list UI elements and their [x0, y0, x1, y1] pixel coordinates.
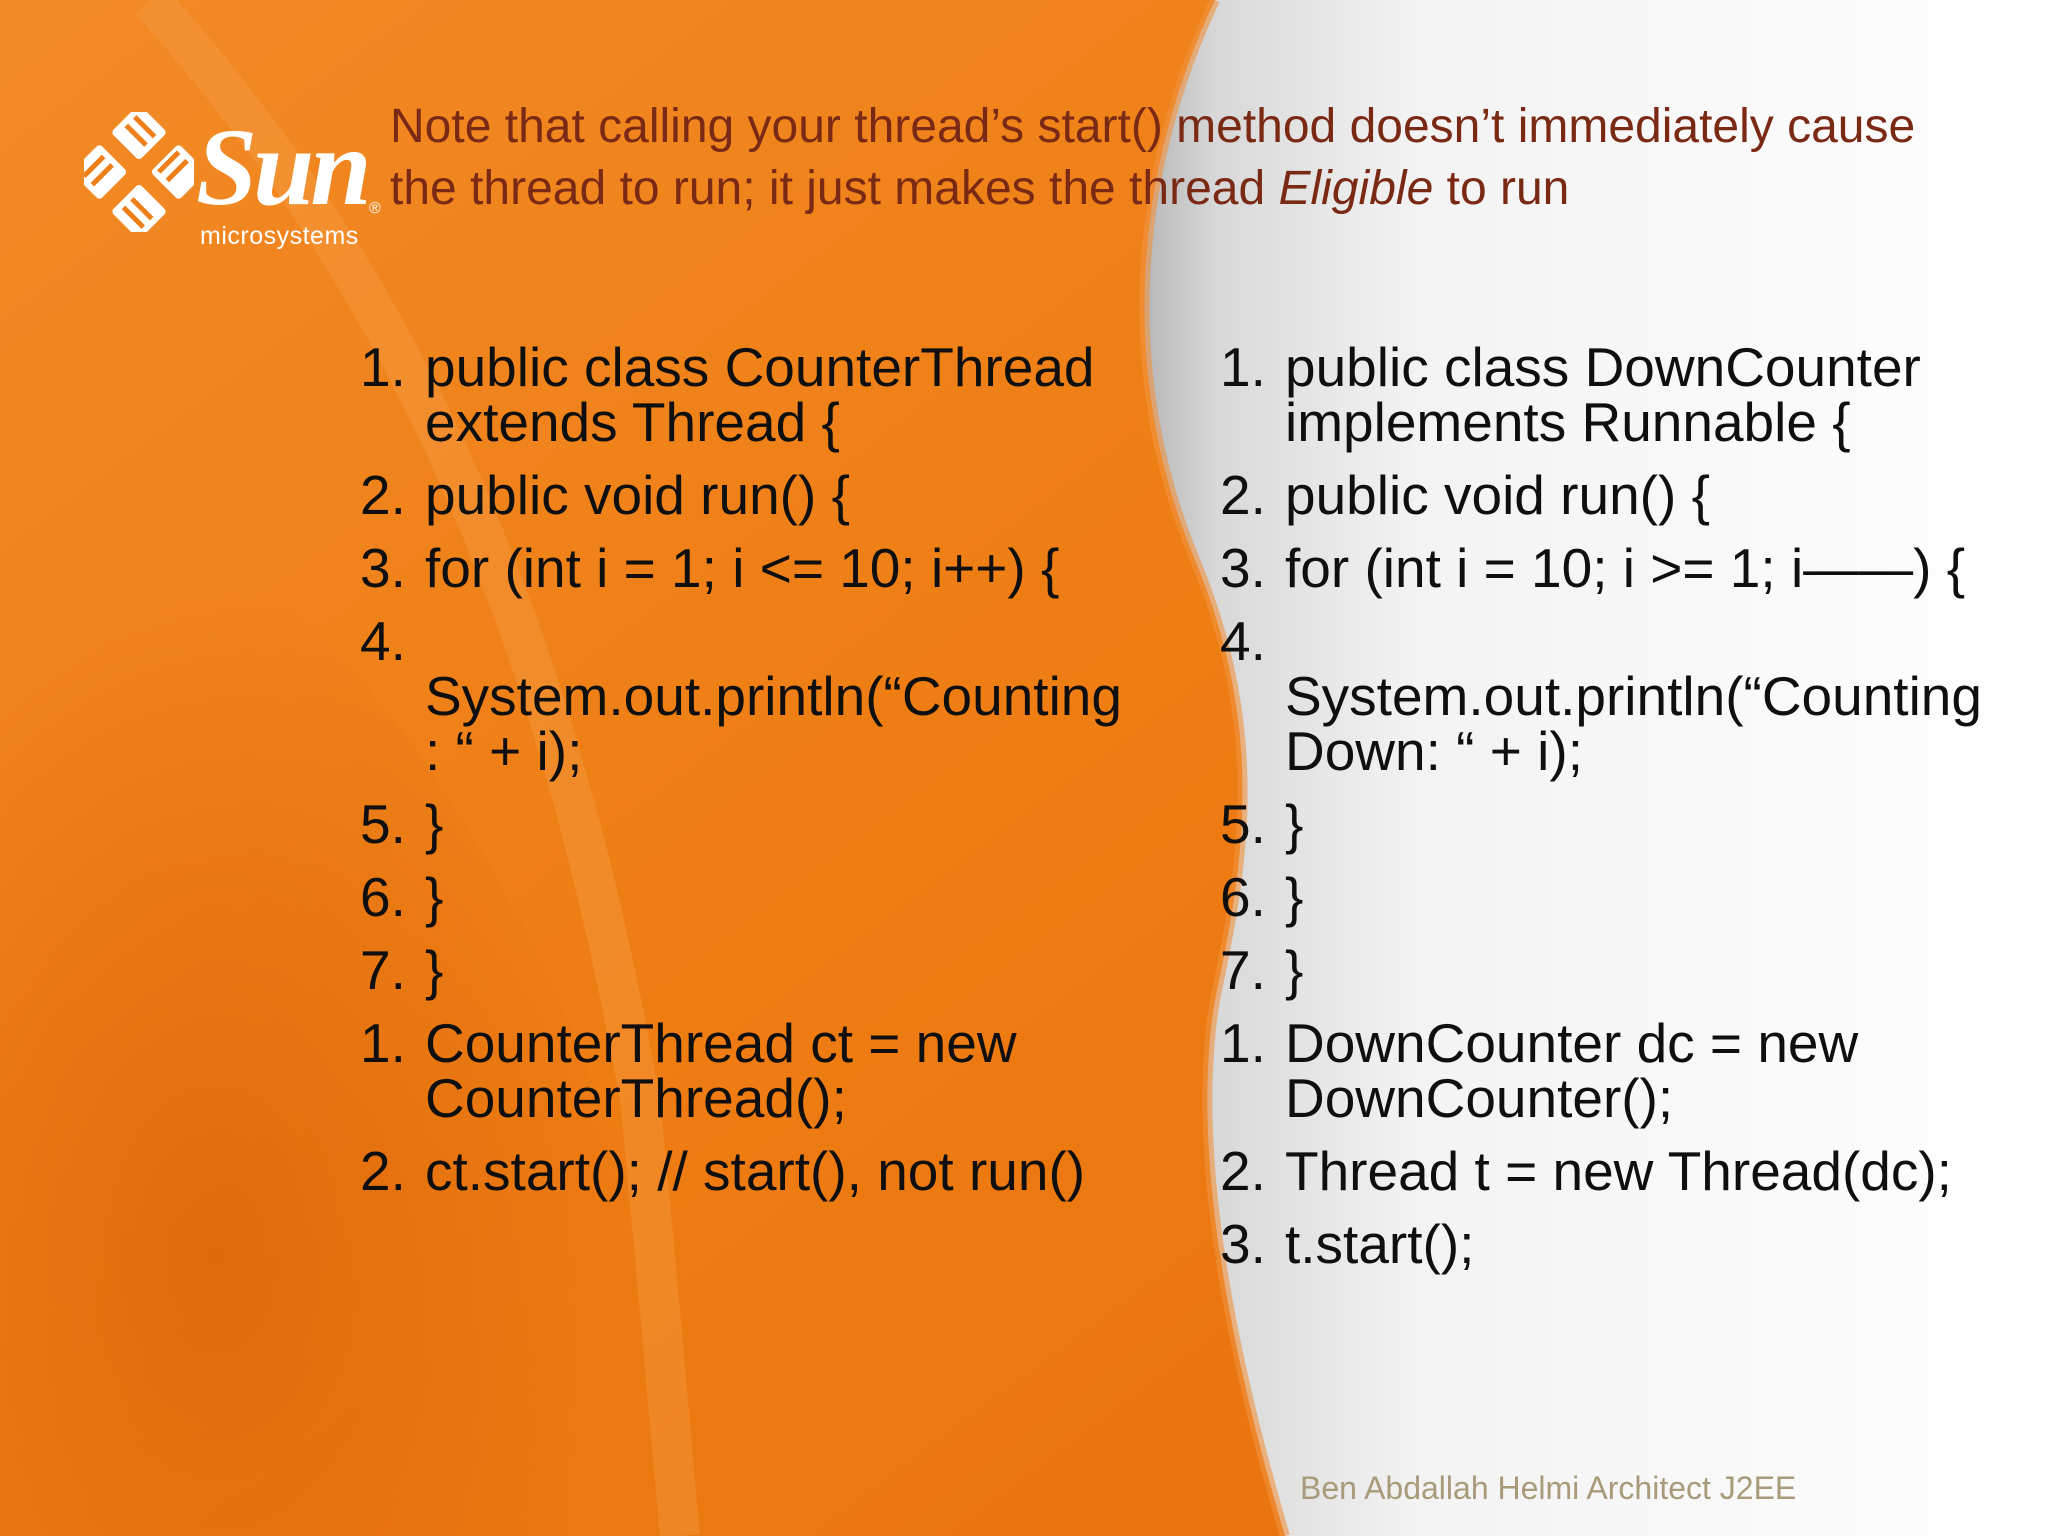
title-line-2 — [390, 158, 2030, 220]
sun-logo-icon — [84, 112, 194, 232]
code-text: Thread t = new Thread(dc); — [1285, 1140, 1952, 1202]
line-number: 1. — [360, 1012, 406, 1074]
line-number: 3. — [1220, 537, 1266, 599]
code-line — [1220, 1213, 2010, 1275]
code-line — [360, 464, 1130, 526]
line-number: 2. — [1220, 1140, 1266, 1202]
code-line — [1220, 1140, 2010, 1202]
line-number: 5. — [360, 793, 406, 855]
code-line — [360, 1140, 1130, 1202]
sun-microsystems-logo — [84, 106, 384, 262]
line-number: 5. — [1220, 793, 1266, 855]
code-text: CounterThread ct = new CounterThread(); — [425, 1012, 1017, 1129]
code-line — [1220, 1012, 2010, 1129]
code-line — [360, 866, 1130, 928]
code-text: } — [425, 793, 444, 855]
line-number: 1. — [1220, 336, 1266, 398]
code-text: for (int i = 1; i <= 10; i++) { — [425, 537, 1060, 599]
code-text: } — [1285, 939, 1304, 1001]
code-line — [360, 610, 1130, 782]
code-text: for (int i = 10; i >= 1; i——) { — [1285, 537, 1966, 599]
line-number: 3. — [360, 537, 406, 599]
title-line-2-before: the thread to run; it just makes the thread — [390, 162, 1279, 215]
code-text: } — [1285, 866, 1304, 928]
line-number: 1. — [360, 336, 406, 398]
code-text: } — [425, 939, 444, 1001]
code-line — [1220, 939, 2010, 1001]
line-number: 3. — [1220, 1213, 1266, 1275]
code-line — [1220, 464, 2010, 526]
line-number: 6. — [1220, 866, 1266, 928]
title-line-2-after: to run — [1433, 162, 1570, 215]
code-line — [360, 793, 1130, 855]
code-text: System.out.println(“Counting: “ + i); — [425, 665, 1122, 782]
line-number: 2. — [360, 1140, 406, 1202]
code-text: t.start(); — [1285, 1213, 1475, 1275]
line-number: 4. — [360, 610, 406, 672]
code-line — [1220, 793, 2010, 855]
code-line — [1220, 866, 2010, 928]
code-line — [360, 537, 1130, 599]
line-number: 7. — [1220, 939, 1266, 1001]
code-line — [360, 1012, 1130, 1129]
logo-wordmark: Sun — [196, 106, 368, 228]
line-number: 2. — [1220, 464, 1266, 526]
right-code-list — [1220, 336, 2010, 1290]
code-text: } — [425, 866, 444, 928]
code-text: public class CounterThread extends Thread { — [425, 336, 1095, 453]
left-code-list — [360, 336, 1130, 1217]
line-number: 2. — [360, 464, 406, 526]
code-text: ct.start(); // start(), not run() — [425, 1140, 1086, 1202]
logo-registered-mark: ® — [369, 200, 381, 217]
line-number: 7. — [360, 939, 406, 1001]
code-text: public class DownCounter implements Runnable { — [1285, 336, 1921, 453]
slide-title — [390, 96, 2030, 220]
code-text: DownCounter dc = new DownCounter(); — [1285, 1012, 1859, 1129]
code-text: public void run() { — [425, 464, 850, 526]
code-line — [360, 336, 1130, 453]
code-line — [1220, 610, 2010, 782]
title-emphasis: Eligible — [1278, 162, 1434, 215]
line-number: 1. — [1220, 1012, 1266, 1074]
line-number: 6. — [360, 866, 406, 928]
title-line-1: Note that calling your thread’s start() method doesn’t immediately cause — [390, 100, 1916, 153]
code-line — [1220, 537, 2010, 599]
code-text: System.out.println(“Counting Down: “ + i); — [1285, 665, 1982, 782]
footer-author: Ben Abdallah Helmi Architect J2EE — [1300, 1470, 1797, 1506]
line-number: 4. — [1220, 610, 1266, 672]
code-text: } — [1285, 793, 1304, 855]
code-line — [360, 939, 1130, 1001]
code-text: public void run() { — [1285, 464, 1710, 526]
code-line — [1220, 336, 2010, 453]
logo-subtitle: microsystems — [200, 222, 359, 250]
